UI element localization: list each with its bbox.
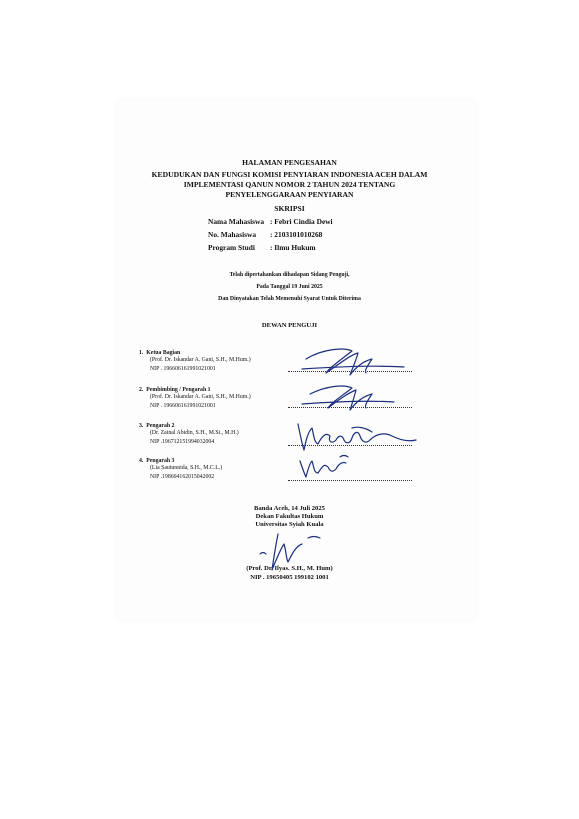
- examiner-name: (Prof. Dr. Iskandar A. Gani, S.H., M.Hum.): [150, 394, 251, 400]
- thesis-title-line-3: PENYELENGGARAAN PENYIARAN: [225, 190, 354, 199]
- examiner-nip: NIP . 196606161991021001: [150, 366, 216, 372]
- study-program-value: : Ilmu Hukum: [270, 243, 316, 252]
- examiner-role: Pengarah 2: [146, 423, 175, 429]
- examiner-1: [139, 350, 251, 374]
- examiner-number: 4.: [139, 458, 144, 464]
- defense-line-3: Dan Dinyatakan Telah Memenuhi Syarat Untuk Diterima: [218, 296, 361, 302]
- defense-line-1: Telah dipertahankan dihadapan Sidang Penguji,: [229, 272, 350, 278]
- examiner-number: 1.: [139, 350, 144, 356]
- examiner-nip: NIP . 196606161991021001: [150, 403, 216, 409]
- dean-nip: NIP . 19650405 199102 1001: [250, 574, 329, 581]
- student-number-row: [208, 230, 322, 239]
- examiner-nip: NIP .198604162015042002: [150, 474, 215, 480]
- student-number-value: : 2103101010268: [270, 230, 323, 239]
- signature-examiner-4: [296, 451, 356, 481]
- page-title: HALAMAN PENGESAHAN: [242, 158, 337, 167]
- examiner-role: Pembimbing / Pengarah 1: [146, 387, 211, 393]
- examiner-name: (Prof. Dr. Iskandar A. Gani, S.H., M.Hum.): [150, 357, 251, 363]
- dean-name: (Prof. Dr. Ilyas. S.H., M. Hum): [246, 565, 333, 572]
- study-program-row: [208, 243, 316, 252]
- examiner-number: 2.: [139, 387, 144, 393]
- examiner-role: Ketua Bagian: [146, 350, 181, 356]
- document-type: SKRIPSI: [274, 204, 305, 213]
- place-date: Banda Aceh, 14 Juli 2025: [254, 505, 325, 512]
- defense-line-2: Pada Tanggal 19 Juni 2025: [256, 284, 323, 290]
- examiner-4: [139, 458, 222, 482]
- study-program-label: Program Studi: [208, 243, 255, 252]
- board-title: DEWAN PENGUJI: [261, 322, 318, 329]
- examiner-name: (Lia Sautunnida, S.H., M.C.L.): [150, 465, 223, 471]
- examiner-role: Pengarah 3: [146, 458, 175, 464]
- student-name-label: Nama Mahasiswa: [208, 217, 265, 226]
- thesis-title-line-1: KEDUDUKAN DAN FUNGSI KOMISI PENYIARAN INDONESIA ACEH DALAM: [151, 170, 428, 179]
- dean-position: Dekan Fakultas Hukum: [255, 513, 324, 520]
- examiner-3: [139, 423, 239, 447]
- examiner-name: (Dr. Zainal Abidin, S.H., M.Si., M.H.): [150, 430, 239, 436]
- student-name-value: : Febri Cindia Dewi: [270, 217, 333, 226]
- thesis-title-line-2: IMPLEMENTASI QANUN NOMOR 2 TAHUN 2024 TENTANG: [183, 180, 396, 189]
- examiner-nip: NIP .196712151994032004: [150, 439, 215, 445]
- student-number-label: No. Mahasiswa: [208, 230, 257, 239]
- examiner-2: [139, 387, 251, 411]
- signature-examiner-2: [294, 382, 404, 416]
- student-name-row: [208, 217, 333, 226]
- signature-examiner-1: [292, 345, 412, 381]
- examiner-number: 3.: [139, 423, 144, 429]
- institution-name: Universitas Syiah Kuala: [255, 521, 324, 528]
